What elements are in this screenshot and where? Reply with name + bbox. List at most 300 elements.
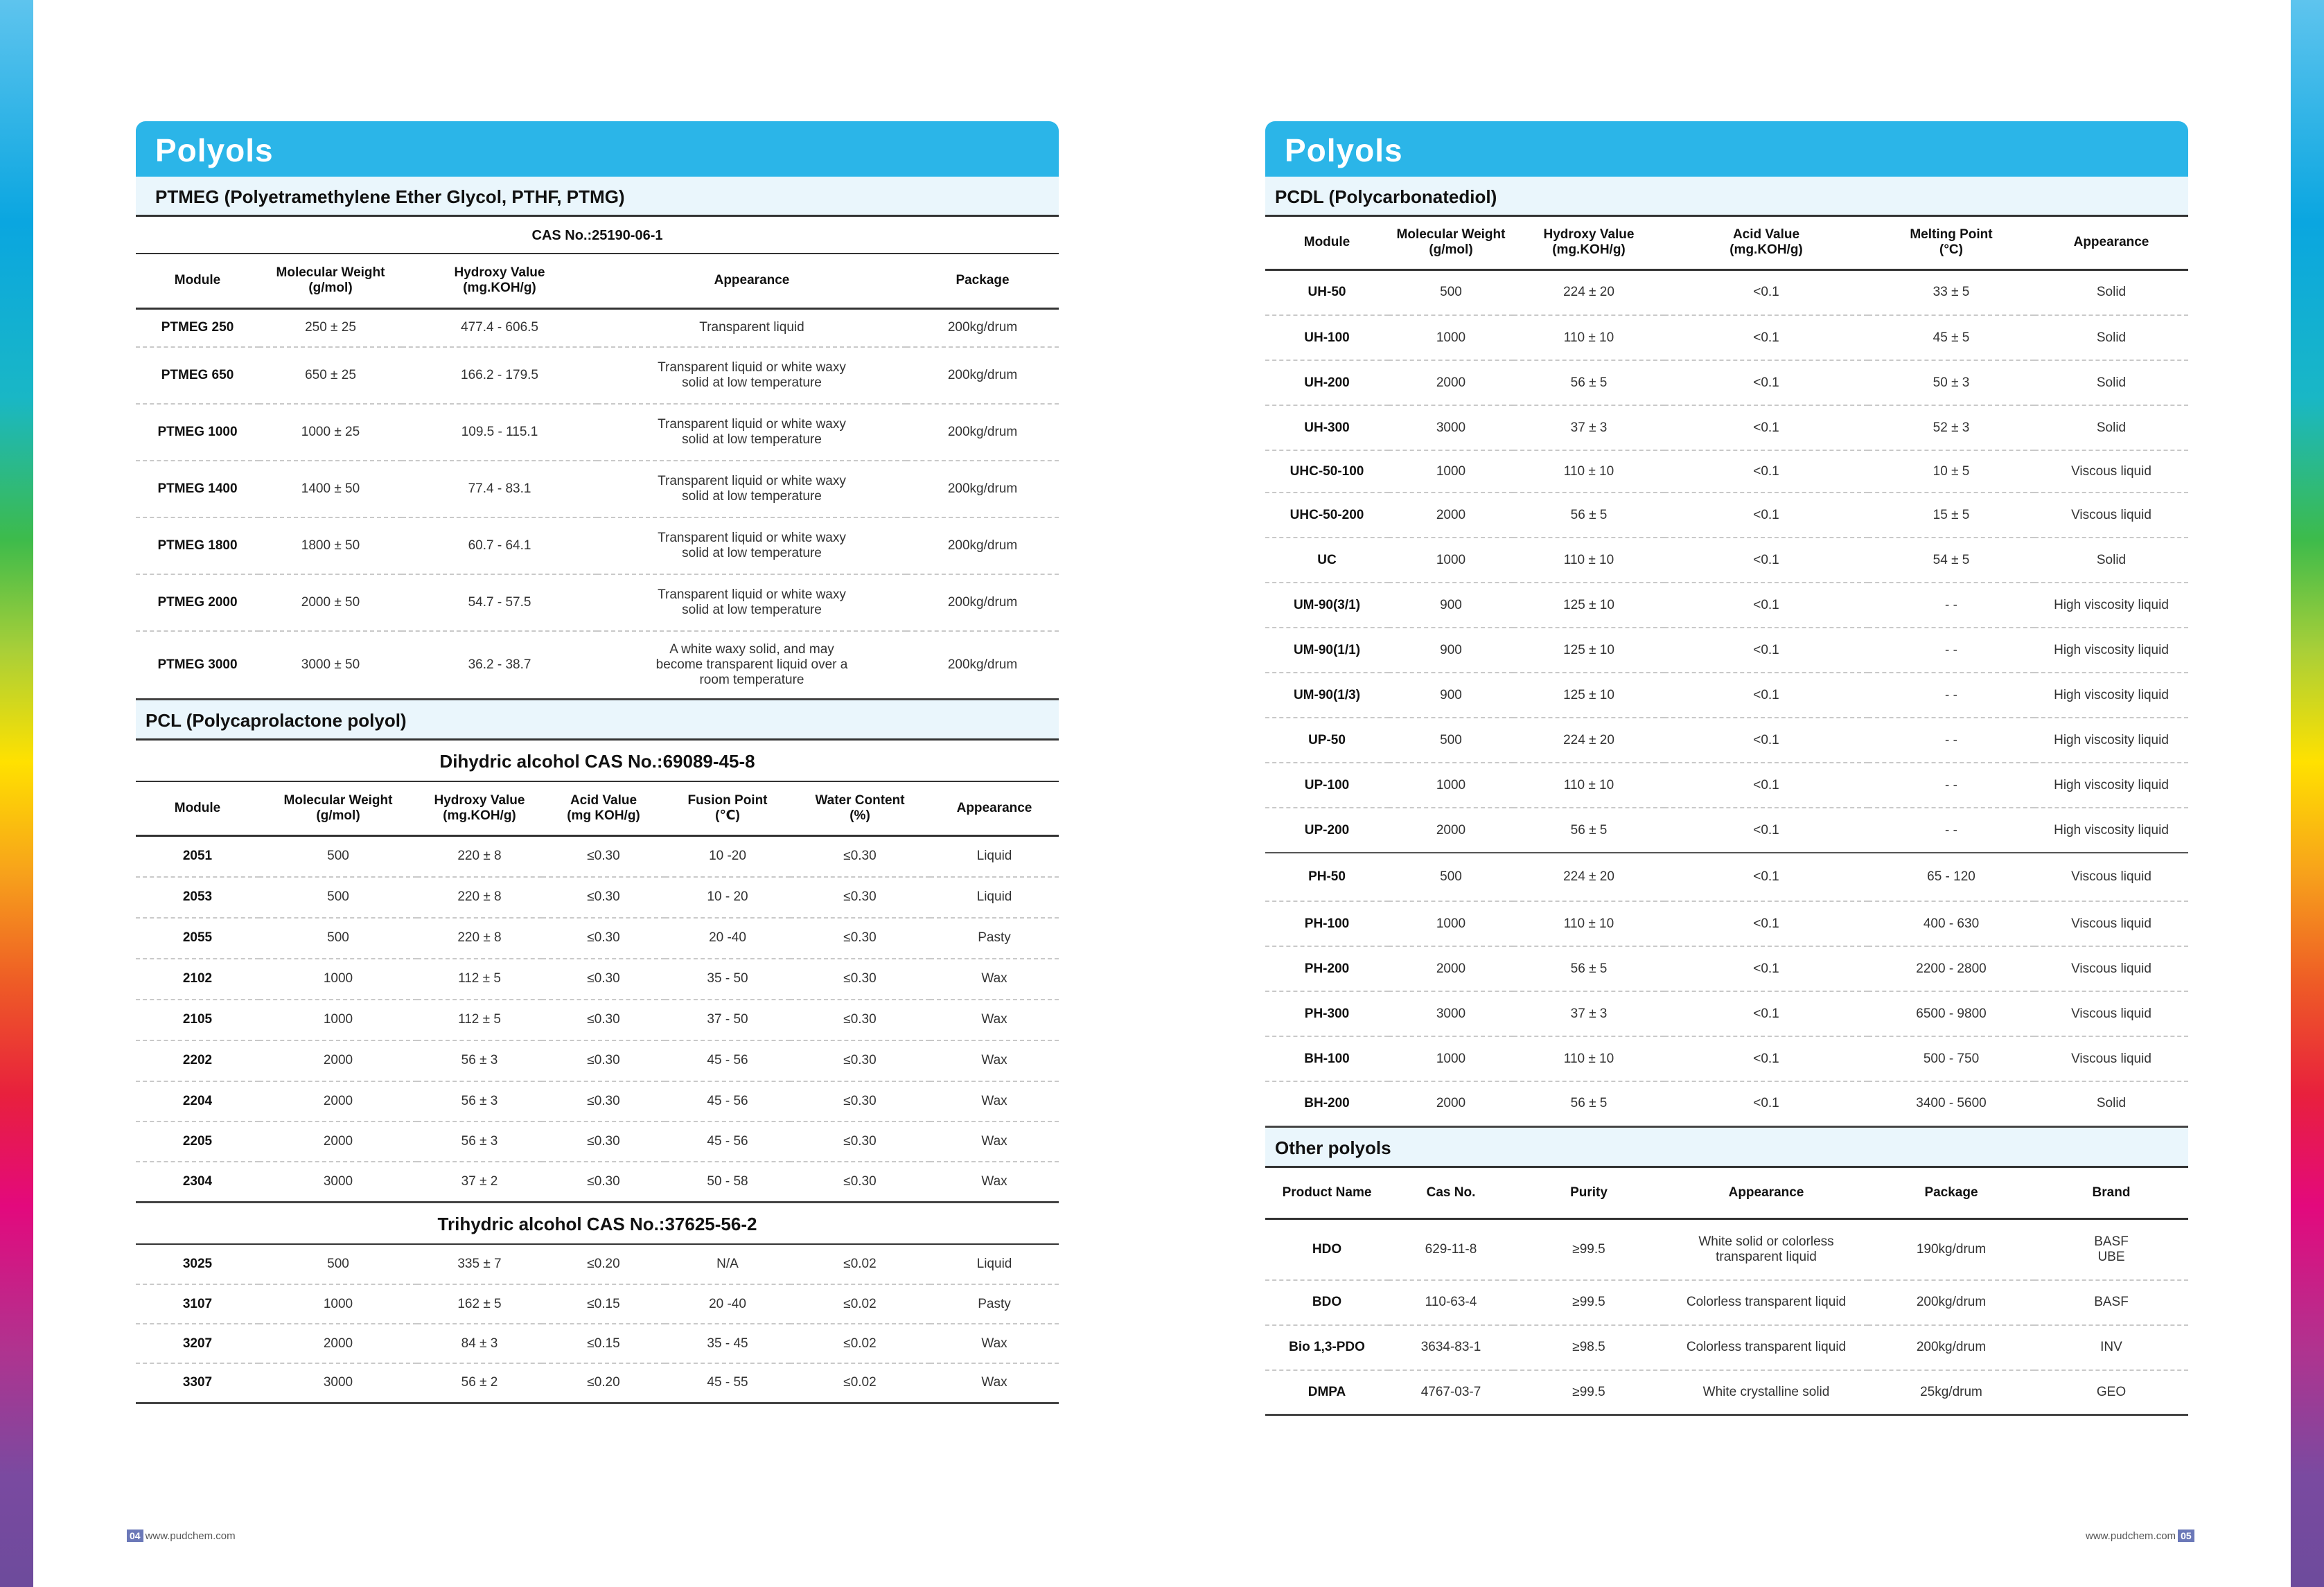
table-cell: <0.1 [1753, 375, 1779, 390]
table-row [1265, 450, 2188, 493]
table-cell: 1000 [1436, 330, 1466, 345]
table-cell: ≤0.02 [843, 1257, 877, 1271]
table-cell: 190kg/drum [1916, 1241, 1987, 1257]
table-cell: 37 ± 2 [461, 1173, 498, 1189]
table-row [136, 308, 1059, 347]
table-cell: 1000 [323, 1296, 353, 1311]
table-cell: 56 ± 5 [1570, 375, 1608, 390]
table-cell: - - [1945, 822, 1957, 837]
table-cell: Solid [2096, 1096, 2127, 1111]
table-cell: Transparent liquid [699, 320, 804, 335]
table-cell: ≤0.30 [843, 1093, 877, 1108]
table-cell: Colorless transparent liquid [1686, 1295, 1847, 1309]
table-cell: 2000 [323, 1133, 353, 1149]
left-page [136, 121, 1059, 1404]
table-cell: 2200 - 2800 [1916, 961, 1987, 976]
table-row [136, 1000, 1059, 1040]
row-module-cell: UHC-50-100 [1289, 463, 1364, 479]
table-cell: Solid [2096, 330, 2127, 345]
table-row [1265, 583, 2188, 628]
row-module-cell: UP-200 [1304, 822, 1350, 837]
page-number-right: 05 [2178, 1530, 2194, 1542]
ptmeg-header-row [136, 254, 1059, 308]
row-module-cell: PTMEG 1800 [157, 538, 238, 553]
column-header: Appearance [714, 273, 790, 288]
table-cell: 500 [1440, 285, 1462, 300]
table-cell: 500 [327, 849, 349, 864]
row-module-cell: 2102 [182, 971, 213, 986]
table-cell: Solid [2096, 552, 2127, 567]
table-cell: 65 - 120 [1927, 869, 1975, 884]
pcdl-table [1265, 217, 2188, 1128]
table-cell: 1000 [323, 1012, 353, 1027]
column-header: Molecular Weight (g/mol) [276, 265, 385, 296]
table-cell: 50 - 58 [707, 1173, 748, 1189]
table-cell: 3000 [1436, 420, 1466, 435]
column-header: Package [1924, 1185, 1978, 1200]
table-cell: Wax [981, 1336, 1007, 1351]
table-cell: 33 ± 5 [1933, 285, 1970, 300]
table-cell: 112 ± 5 [458, 971, 501, 986]
table-cell: 45 - 56 [707, 1053, 748, 1067]
table-cell: Viscous liquid [2071, 507, 2151, 522]
row-module-cell: 3307 [182, 1375, 213, 1390]
row-module-cell: HDO [1312, 1241, 1342, 1257]
table-cell: 45 - 55 [707, 1375, 748, 1390]
row-module-cell: PTMEG 1400 [157, 481, 238, 496]
table-cell: 220 ± 8 [457, 930, 502, 945]
row-module-cell: UH-200 [1304, 375, 1350, 390]
row-module-cell: 2105 [182, 1012, 213, 1027]
table-cell: 25kg/drum [1920, 1384, 1982, 1399]
table-cell: ≤0.30 [587, 1173, 620, 1189]
table-cell: 1400 ± 50 [301, 481, 360, 496]
table-cell: 200kg/drum [1916, 1295, 1987, 1309]
table-cell: <0.1 [1753, 1006, 1779, 1021]
table-cell: 224 ± 20 [1563, 732, 1614, 747]
table-cell: ≤0.30 [587, 1133, 620, 1149]
table-cell: 3400 - 5600 [1916, 1096, 1987, 1111]
column-header: Module [174, 273, 221, 288]
row-module-cell: Bio 1,3-PDO [1289, 1340, 1365, 1354]
table-row [1265, 315, 2188, 360]
row-module-cell: BH-200 [1304, 1096, 1350, 1111]
table-cell: 500 [327, 889, 349, 904]
table-cell: <0.1 [1753, 1096, 1779, 1111]
table-cell: <0.1 [1753, 732, 1779, 747]
right-footer [2086, 1530, 2197, 1542]
table-row [136, 1284, 1059, 1324]
table-cell: 45 - 56 [707, 1093, 748, 1108]
table-cell: Wax [981, 1133, 1007, 1149]
column-header: Hydroxy Value (mg.KOH/g) [454, 265, 545, 296]
table-cell: 1000 ± 25 [301, 425, 360, 439]
table-cell: 37 ± 3 [1570, 1006, 1608, 1021]
table-cell: 500 [327, 1257, 349, 1271]
table-cell: - - [1945, 687, 1957, 702]
row-module-cell: UH-300 [1304, 420, 1350, 435]
table-cell: ≤0.30 [587, 1053, 620, 1067]
row-module-cell: 2055 [182, 930, 213, 945]
table-cell: 200kg/drum [947, 481, 1018, 496]
row-module-cell: BH-100 [1304, 1051, 1350, 1066]
table-cell: 3000 [1436, 1006, 1466, 1021]
table-cell: Pasty [978, 930, 1011, 945]
other-header-row [1265, 1168, 2188, 1219]
table-cell: - - [1945, 642, 1957, 657]
pcl-trihydric-table [136, 1245, 1059, 1404]
table-row [1265, 1219, 2188, 1280]
column-header: Water Content (%) [815, 792, 905, 823]
pcdl-section-title: PCDL (Polycarbonatediol) [1265, 177, 2188, 217]
row-module-cell: BDO [1312, 1295, 1342, 1309]
table-row [136, 631, 1059, 699]
table-cell: 110 ± 10 [1563, 463, 1614, 479]
table-cell: ≥99.5 [1572, 1241, 1605, 1257]
table-cell: 500 - 750 [1923, 1051, 1980, 1066]
table-cell: 1000 [1436, 1051, 1466, 1066]
column-header: Hydroxy Value (mg.KOH/g) [1543, 227, 1635, 258]
column-header: Module [174, 800, 221, 815]
right-page [1265, 121, 2188, 1416]
rainbow-edge-right [2291, 0, 2324, 1587]
table-cell: Pasty [978, 1296, 1011, 1311]
table-cell: 200kg/drum [947, 320, 1018, 335]
row-module-cell: UH-100 [1304, 330, 1350, 345]
table-cell: 3000 [323, 1173, 353, 1189]
table-cell: A white waxy solid, and may become transparent liquid over a room temperature [655, 641, 848, 687]
table-cell: BASF UBE [2094, 1234, 2129, 1264]
table-cell: 1800 ± 50 [301, 538, 360, 553]
table-cell: 2000 [1436, 1096, 1466, 1111]
column-header: Molecular Weight (g/mol) [1396, 227, 1506, 258]
table-cell: 166.2 - 179.5 [461, 368, 538, 382]
table-cell: 10 ± 5 [1933, 463, 1970, 479]
table-cell: ≤0.02 [843, 1375, 877, 1390]
table-cell: 2000 [1436, 375, 1466, 390]
table-cell: ≤0.30 [843, 1173, 877, 1189]
table-cell: Transparent liquid or white waxy solid at low temperature [658, 531, 846, 560]
table-cell: 56 ± 3 [461, 1133, 498, 1149]
table-cell: 56 ± 5 [1570, 822, 1608, 837]
table-cell: 200kg/drum [1916, 1340, 1987, 1354]
table-cell: 56 ± 5 [1570, 961, 1608, 976]
table-row [1265, 628, 2188, 673]
page-title: Polyols [136, 121, 1059, 177]
table-row [136, 959, 1059, 1000]
table-cell: Viscous liquid [2071, 1006, 2151, 1021]
table-cell: 1000 [1436, 777, 1466, 792]
table-row [1265, 360, 2188, 405]
table-cell: 162 ± 5 [457, 1296, 502, 1311]
row-module-cell: PTMEG 650 [161, 368, 234, 382]
pcl-dihydric-body [136, 836, 1059, 1203]
table-row [1265, 673, 2188, 718]
table-cell: 52 ± 3 [1933, 420, 1970, 435]
table-row [1265, 1325, 2188, 1370]
table-cell: High viscosity liquid [2054, 687, 2169, 702]
table-cell: <0.1 [1753, 642, 1779, 657]
column-header: Melting Point (°C) [1910, 227, 1993, 258]
table-cell: ≤0.30 [843, 930, 877, 945]
column-header: Appearance [1728, 1185, 1804, 1200]
table-cell: 1000 [1436, 552, 1466, 567]
table-cell: <0.1 [1753, 330, 1779, 345]
table-cell: ≤0.30 [843, 849, 877, 864]
other-body [1265, 1219, 2188, 1415]
table-cell: 200kg/drum [947, 538, 1018, 553]
table-cell: 56 ± 2 [461, 1375, 498, 1390]
table-cell: <0.1 [1753, 822, 1779, 837]
table-cell: 200kg/drum [947, 425, 1018, 439]
row-module-cell: 2204 [182, 1093, 213, 1108]
ptmeg-body [136, 308, 1059, 699]
table-row [136, 461, 1059, 517]
table-cell: 56 ± 5 [1570, 507, 1608, 522]
table-cell: ≤0.30 [587, 930, 620, 945]
table-cell: High viscosity liquid [2054, 822, 2169, 837]
table-cell: ≤0.20 [587, 1375, 620, 1390]
table-cell: 224 ± 20 [1563, 285, 1614, 300]
table-cell: 110-63-4 [1425, 1295, 1477, 1309]
table-cell: 400 - 630 [1923, 916, 1980, 931]
table-row [136, 1040, 1059, 1081]
table-cell: ≤0.30 [843, 971, 877, 986]
table-cell: - - [1945, 732, 1957, 747]
pcl-dihydric-title: Dihydric alcohol CAS No.:69089-45-8 [136, 741, 1059, 782]
table-row [136, 517, 1059, 574]
table-row [1265, 1036, 2188, 1081]
column-header: Package [956, 273, 1010, 288]
row-module-cell: PH-300 [1304, 1006, 1350, 1021]
row-module-cell: UHC-50-200 [1289, 507, 1364, 522]
table-cell: 110 ± 10 [1563, 777, 1614, 792]
table-cell: High viscosity liquid [2054, 642, 2169, 657]
table-row [136, 918, 1059, 959]
ptmeg-cas: CAS No.:25190-06-1 [136, 217, 1059, 254]
table-row [1265, 718, 2188, 763]
row-module-cell: UM-90(3/1) [1293, 597, 1361, 612]
row-module-cell: UP-100 [1304, 777, 1350, 792]
row-module-cell: PH-200 [1304, 961, 1350, 976]
row-module-cell: PTMEG 1000 [157, 425, 238, 439]
table-cell: 1000 [1436, 463, 1466, 479]
table-cell: ≤0.30 [587, 1012, 620, 1027]
table-row [1265, 1370, 2188, 1415]
table-cell: <0.1 [1753, 552, 1779, 567]
column-header: Module [1303, 235, 1350, 250]
table-cell: ≥98.5 [1572, 1340, 1605, 1354]
table-cell: 900 [1440, 597, 1462, 612]
table-row [136, 574, 1059, 631]
table-cell: 110 ± 10 [1563, 330, 1614, 345]
table-cell: Viscous liquid [2071, 463, 2151, 479]
column-header: Product Name [1282, 1185, 1372, 1200]
table-row [136, 1363, 1059, 1403]
table-cell: 4767-03-7 [1420, 1384, 1481, 1399]
table-row [1265, 493, 2188, 538]
table-cell: 125 ± 10 [1563, 597, 1614, 612]
table-cell: High viscosity liquid [2054, 732, 2169, 747]
rainbow-edge-left [0, 0, 33, 1587]
table-cell: Wax [981, 1093, 1007, 1108]
table-cell: Viscous liquid [2071, 916, 2151, 931]
table-cell: <0.1 [1753, 916, 1779, 931]
table-cell: - - [1945, 777, 1957, 792]
row-module-cell: 2202 [182, 1053, 213, 1067]
table-cell: <0.1 [1753, 1051, 1779, 1066]
table-row [136, 347, 1059, 404]
pcdl-body [1265, 269, 2188, 1126]
table-cell: Wax [981, 1173, 1007, 1189]
table-cell: Transparent liquid or white waxy solid at low temperature [658, 474, 846, 504]
table-cell: ≤0.30 [843, 1012, 877, 1027]
table-cell: Viscous liquid [2071, 961, 2151, 976]
table-cell: <0.1 [1753, 597, 1779, 612]
table-cell: <0.1 [1753, 777, 1779, 792]
table-cell: 60.7 - 64.1 [468, 538, 531, 553]
other-polyols-table [1265, 1168, 2188, 1417]
table-cell: ≤0.20 [587, 1257, 620, 1271]
table-cell: 125 ± 10 [1563, 642, 1614, 657]
table-cell: <0.1 [1753, 687, 1779, 702]
table-row [1265, 269, 2188, 315]
table-cell: ≤0.30 [843, 889, 877, 904]
table-cell: 500 [327, 930, 349, 945]
table-cell: 2000 ± 50 [301, 595, 360, 610]
table-cell: 36.2 - 38.7 [468, 657, 531, 672]
table-cell: ≥99.5 [1572, 1295, 1605, 1309]
table-cell: ≤0.30 [843, 1133, 877, 1149]
table-cell: Liquid [976, 1257, 1012, 1271]
table-row [136, 877, 1059, 918]
table-row [136, 1081, 1059, 1121]
row-module-cell: UM-90(1/3) [1293, 687, 1361, 702]
ptmeg-table [136, 254, 1059, 700]
row-module-cell: 2205 [182, 1133, 213, 1149]
table-cell: 20 -40 [709, 1296, 746, 1311]
pcl-section-title: PCL (Polycaprolactone polyol) [136, 700, 1059, 741]
page-title-right: Polyols [1265, 121, 2188, 177]
table-cell: <0.1 [1753, 869, 1779, 884]
ptmeg-section-title: PTMEG (Polyetramethylene Ether Glycol, PTHF, PTMG) [136, 177, 1059, 217]
table-cell: 45 ± 5 [1933, 330, 1970, 345]
row-module-cell: UP-50 [1308, 732, 1346, 747]
table-cell: 56 ± 3 [461, 1093, 498, 1108]
page-number-left: 04 [127, 1530, 143, 1542]
table-cell: <0.1 [1753, 507, 1779, 522]
table-cell: 37 ± 3 [1570, 420, 1608, 435]
table-cell: 45 - 56 [707, 1133, 748, 1149]
table-cell: 35 - 45 [707, 1336, 748, 1351]
pcl-dihydric-table [136, 782, 1059, 1204]
table-cell: 200kg/drum [947, 368, 1018, 382]
table-cell: 900 [1440, 687, 1462, 702]
column-header: Fusion Point (℃) [687, 792, 768, 823]
row-module-cell: PTMEG 3000 [157, 657, 238, 672]
table-cell: 2000 [323, 1093, 353, 1108]
table-cell: 112 ± 5 [458, 1012, 501, 1027]
table-cell: 84 ± 3 [461, 1336, 498, 1351]
column-header: Hydroxy Value (mg.KOH/g) [434, 792, 525, 823]
table-cell: Liquid [976, 849, 1012, 864]
table-cell: 37 - 50 [707, 1012, 748, 1027]
column-header: Appearance [956, 800, 1032, 815]
table-cell: Transparent liquid or white waxy solid at low temperature [658, 417, 846, 447]
table-cell: 15 ± 5 [1933, 507, 1970, 522]
table-row [1265, 853, 2188, 901]
table-row [1265, 808, 2188, 853]
table-cell: 50 ± 3 [1933, 375, 1970, 390]
table-cell: 54.7 - 57.5 [468, 595, 531, 610]
table-cell: 77.4 - 83.1 [468, 481, 531, 496]
table-cell: ≤0.30 [587, 971, 620, 986]
table-row [1265, 991, 2188, 1036]
table-row [136, 1121, 1059, 1162]
table-cell: GEO [2096, 1384, 2127, 1399]
table-cell: High viscosity liquid [2054, 777, 2169, 792]
table-row [1265, 538, 2188, 583]
table-row [1265, 405, 2188, 450]
table-cell: <0.1 [1753, 463, 1779, 479]
table-row [136, 836, 1059, 877]
table-cell: 125 ± 10 [1563, 687, 1614, 702]
table-cell: 2000 [1436, 507, 1466, 522]
table-cell: Transparent liquid or white waxy solid at low temperature [658, 587, 846, 617]
row-module-cell: DMPA [1308, 1384, 1346, 1399]
table-cell: Wax [981, 971, 1007, 986]
row-module-cell: PH-50 [1308, 869, 1346, 884]
table-cell: ≤0.02 [843, 1336, 877, 1351]
row-module-cell: UM-90(1/1) [1293, 642, 1361, 657]
table-cell: 110 ± 10 [1563, 1051, 1614, 1066]
table-cell: 3000 [323, 1375, 353, 1390]
table-cell: 10 -20 [709, 849, 746, 864]
table-cell: - - [1945, 597, 1957, 612]
table-cell: Viscous liquid [2071, 869, 2151, 884]
table-cell: ≤0.30 [587, 1093, 620, 1108]
pcl-trihydric-title: Trihydric alcohol CAS No.:37625-56-2 [136, 1203, 1059, 1245]
table-cell: 110 ± 10 [1563, 916, 1614, 931]
table-row [1265, 901, 2188, 946]
table-cell: 2000 [323, 1053, 353, 1067]
table-cell: ≤0.02 [843, 1296, 877, 1311]
footer-url-left[interactable]: www.pudchem.com [145, 1530, 236, 1542]
table-cell: 900 [1440, 642, 1462, 657]
table-row [1265, 1280, 2188, 1325]
table-cell: 629-11-8 [1425, 1241, 1477, 1257]
table-cell: ≤0.30 [587, 889, 620, 904]
table-cell: 1000 [1436, 916, 1466, 931]
table-row [1265, 1081, 2188, 1126]
other-polyols-section-title: Other polyols [1265, 1128, 2188, 1168]
footer-url-right[interactable]: www.pudchem.com [2086, 1530, 2176, 1542]
row-module-cell: 2051 [182, 849, 213, 864]
pcl-header-row [136, 782, 1059, 836]
table-cell: Wax [981, 1012, 1007, 1027]
table-cell: ≤0.30 [843, 1053, 877, 1067]
row-module-cell: 2053 [182, 889, 213, 904]
table-cell: Wax [981, 1053, 1007, 1067]
row-module-cell: PTMEG 250 [161, 320, 234, 335]
table-cell: 56 ± 3 [461, 1053, 498, 1067]
table-cell: ≤0.30 [587, 849, 620, 864]
table-cell: 20 -40 [709, 930, 746, 945]
row-module-cell: UH-50 [1308, 285, 1346, 300]
table-row [136, 1324, 1059, 1363]
table-cell: ≤0.15 [587, 1336, 620, 1351]
table-cell: 200kg/drum [947, 595, 1018, 610]
